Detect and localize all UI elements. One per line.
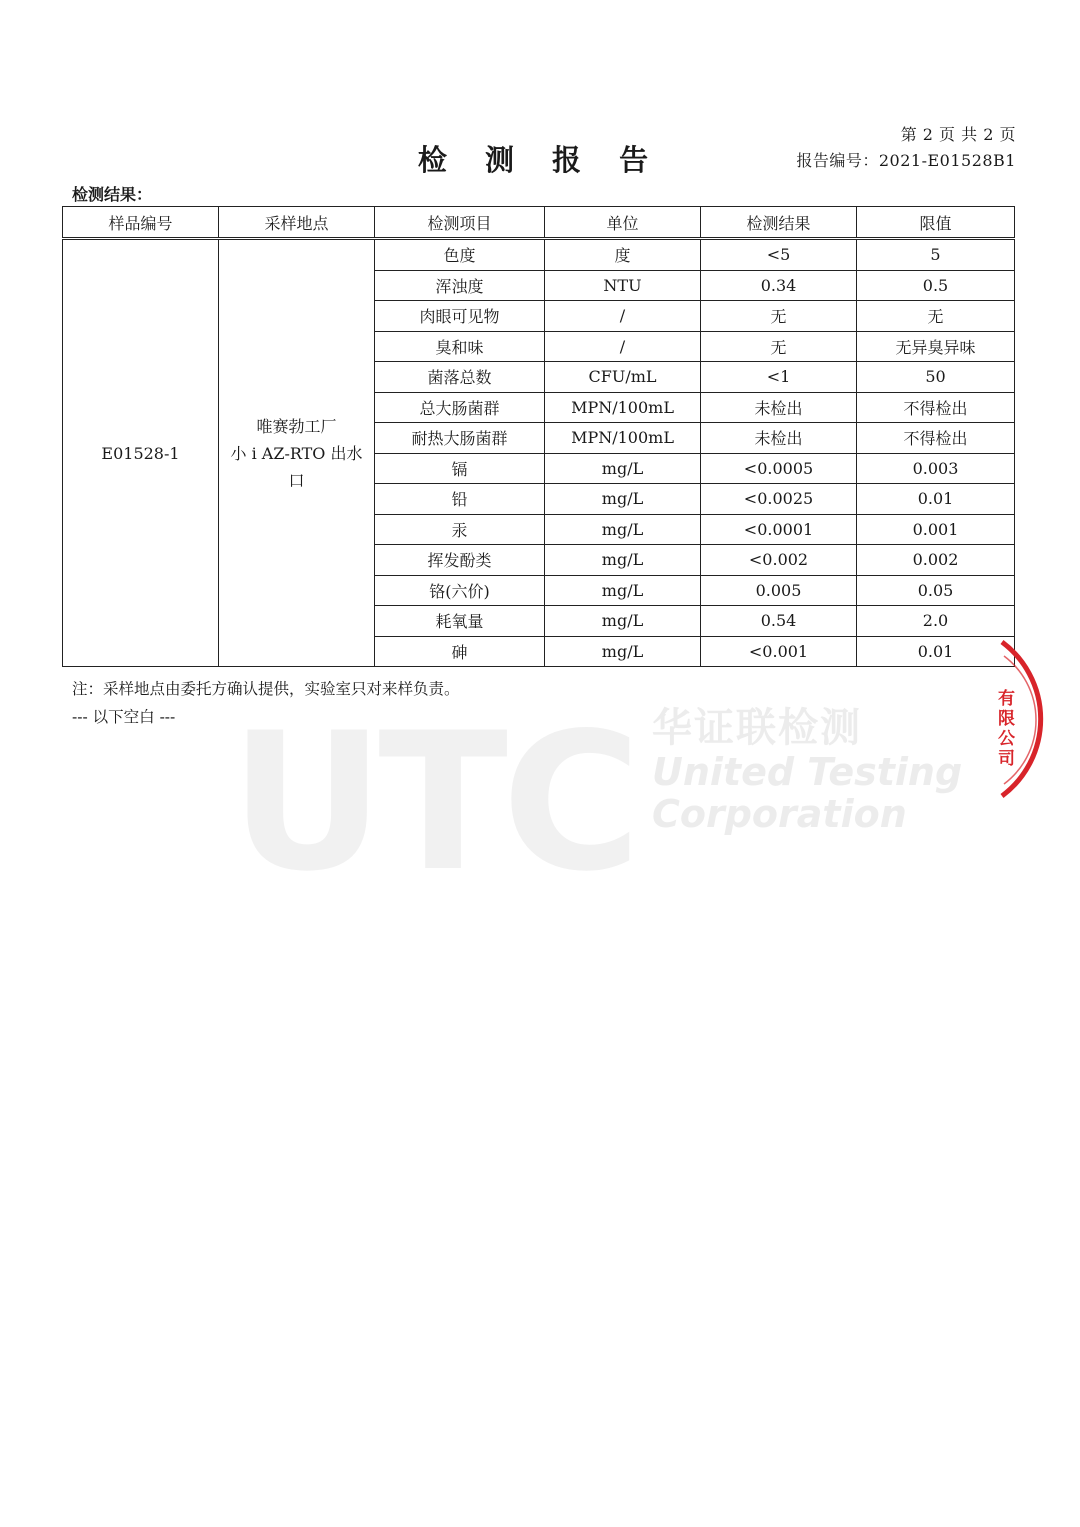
header-limit: 限值 [857, 207, 1015, 239]
unit-cell: mg/L [545, 545, 701, 576]
sample-id-cell: E01528-1 [63, 239, 219, 667]
table-row [63, 239, 1015, 271]
limit-cell: 0.5 [857, 270, 1015, 301]
watermark-logo: UTC [230, 692, 636, 913]
test-item-cell: 臭和味 [375, 331, 545, 362]
page-number: 第 2 页 共 2 页 [900, 125, 1016, 144]
location-line-3: 口 [288, 470, 305, 490]
limit-cell: 0.01 [857, 484, 1015, 515]
unit-cell: mg/L [545, 453, 701, 484]
unit-cell: mg/L [545, 636, 701, 667]
unit-cell: mg/L [545, 606, 701, 637]
limit-cell: 5 [857, 239, 1015, 271]
limit-cell: 0.003 [857, 453, 1015, 484]
footnote: 注：采样地点由委托方确认提供，实验室只对来样负责。 [72, 680, 460, 698]
report-number: 报告编号：2021-E01528B1 [796, 151, 1016, 170]
unit-cell: MPN/100mL [545, 423, 701, 454]
header-test-item: 检测项目 [375, 207, 545, 239]
result-cell: <5 [701, 239, 857, 271]
test-item-cell: 汞 [375, 514, 545, 545]
results-table [62, 206, 1015, 667]
test-item-cell: 肉眼可见物 [375, 301, 545, 332]
test-item-cell: 镉 [375, 453, 545, 484]
table-header-row [63, 207, 1015, 239]
limit-cell: 2.0 [857, 606, 1015, 637]
result-cell: 无 [701, 331, 857, 362]
header-sample-id: 样品编号 [63, 207, 219, 239]
limit-cell: 无异臭异味 [857, 331, 1015, 362]
limit-cell: 0.002 [857, 545, 1015, 576]
test-item-cell: 铅 [375, 484, 545, 515]
result-cell: <0.002 [701, 545, 857, 576]
watermark-company [652, 706, 962, 836]
section-label: 检测结果： [72, 185, 153, 204]
unit-cell: mg/L [545, 484, 701, 515]
unit-cell: 度 [545, 239, 701, 271]
blank-below-marker: --- 以下空白 --- [72, 708, 176, 726]
result-cell: <0.001 [701, 636, 857, 667]
limit-cell: 不得检出 [857, 392, 1015, 423]
header-unit: 单位 [545, 207, 701, 239]
seal-text: 有限公司 [994, 689, 1014, 769]
test-item-cell: 砷 [375, 636, 545, 667]
result-cell: 未检出 [701, 392, 857, 423]
result-cell: 0.54 [701, 606, 857, 637]
result-cell: 0.34 [701, 270, 857, 301]
header-result: 检测结果 [701, 207, 857, 239]
location-line-1: 唯赛勃工厂 [256, 416, 337, 436]
limit-cell: 50 [857, 362, 1015, 393]
test-item-cell: 耗氧量 [375, 606, 545, 637]
company-seal [990, 634, 1060, 804]
test-item-cell: 铬(六价) [375, 575, 545, 606]
test-item-cell: 菌落总数 [375, 362, 545, 393]
result-cell: <0.0001 [701, 514, 857, 545]
watermark-name-cn: 华证联检测 [652, 705, 862, 751]
watermark-name-en-1: United Testing [652, 749, 963, 794]
limit-cell: 0.05 [857, 575, 1015, 606]
header-location: 采样地点 [219, 207, 375, 239]
limit-cell: 0.01 [857, 636, 1015, 667]
limit-cell: 0.001 [857, 514, 1015, 545]
test-item-cell: 色度 [375, 239, 545, 271]
result-cell: 未检出 [701, 423, 857, 454]
test-item-cell: 浑浊度 [375, 270, 545, 301]
unit-cell: NTU [545, 270, 701, 301]
result-cell: <1 [701, 362, 857, 393]
unit-cell: mg/L [545, 575, 701, 606]
sampling-location-cell [219, 239, 375, 667]
unit-cell: MPN/100mL [545, 392, 701, 423]
result-cell: 无 [701, 301, 857, 332]
location-line-2: 小 i AZ-RTO 出水 [230, 443, 363, 463]
test-item-cell: 耐热大肠菌群 [375, 423, 545, 454]
unit-cell: CFU/mL [545, 362, 701, 393]
result-cell: 0.005 [701, 575, 857, 606]
test-item-cell: 挥发酚类 [375, 545, 545, 576]
watermark-name-en-2: Corporation [652, 792, 907, 837]
page-title: 检 测 报 告 [417, 143, 663, 177]
test-item-cell: 总大肠菌群 [375, 392, 545, 423]
limit-cell: 无 [857, 301, 1015, 332]
result-cell: <0.0025 [701, 484, 857, 515]
unit-cell: / [545, 301, 701, 332]
result-cell: <0.0005 [701, 453, 857, 484]
unit-cell: / [545, 331, 701, 362]
unit-cell: mg/L [545, 514, 701, 545]
limit-cell: 不得检出 [857, 423, 1015, 454]
